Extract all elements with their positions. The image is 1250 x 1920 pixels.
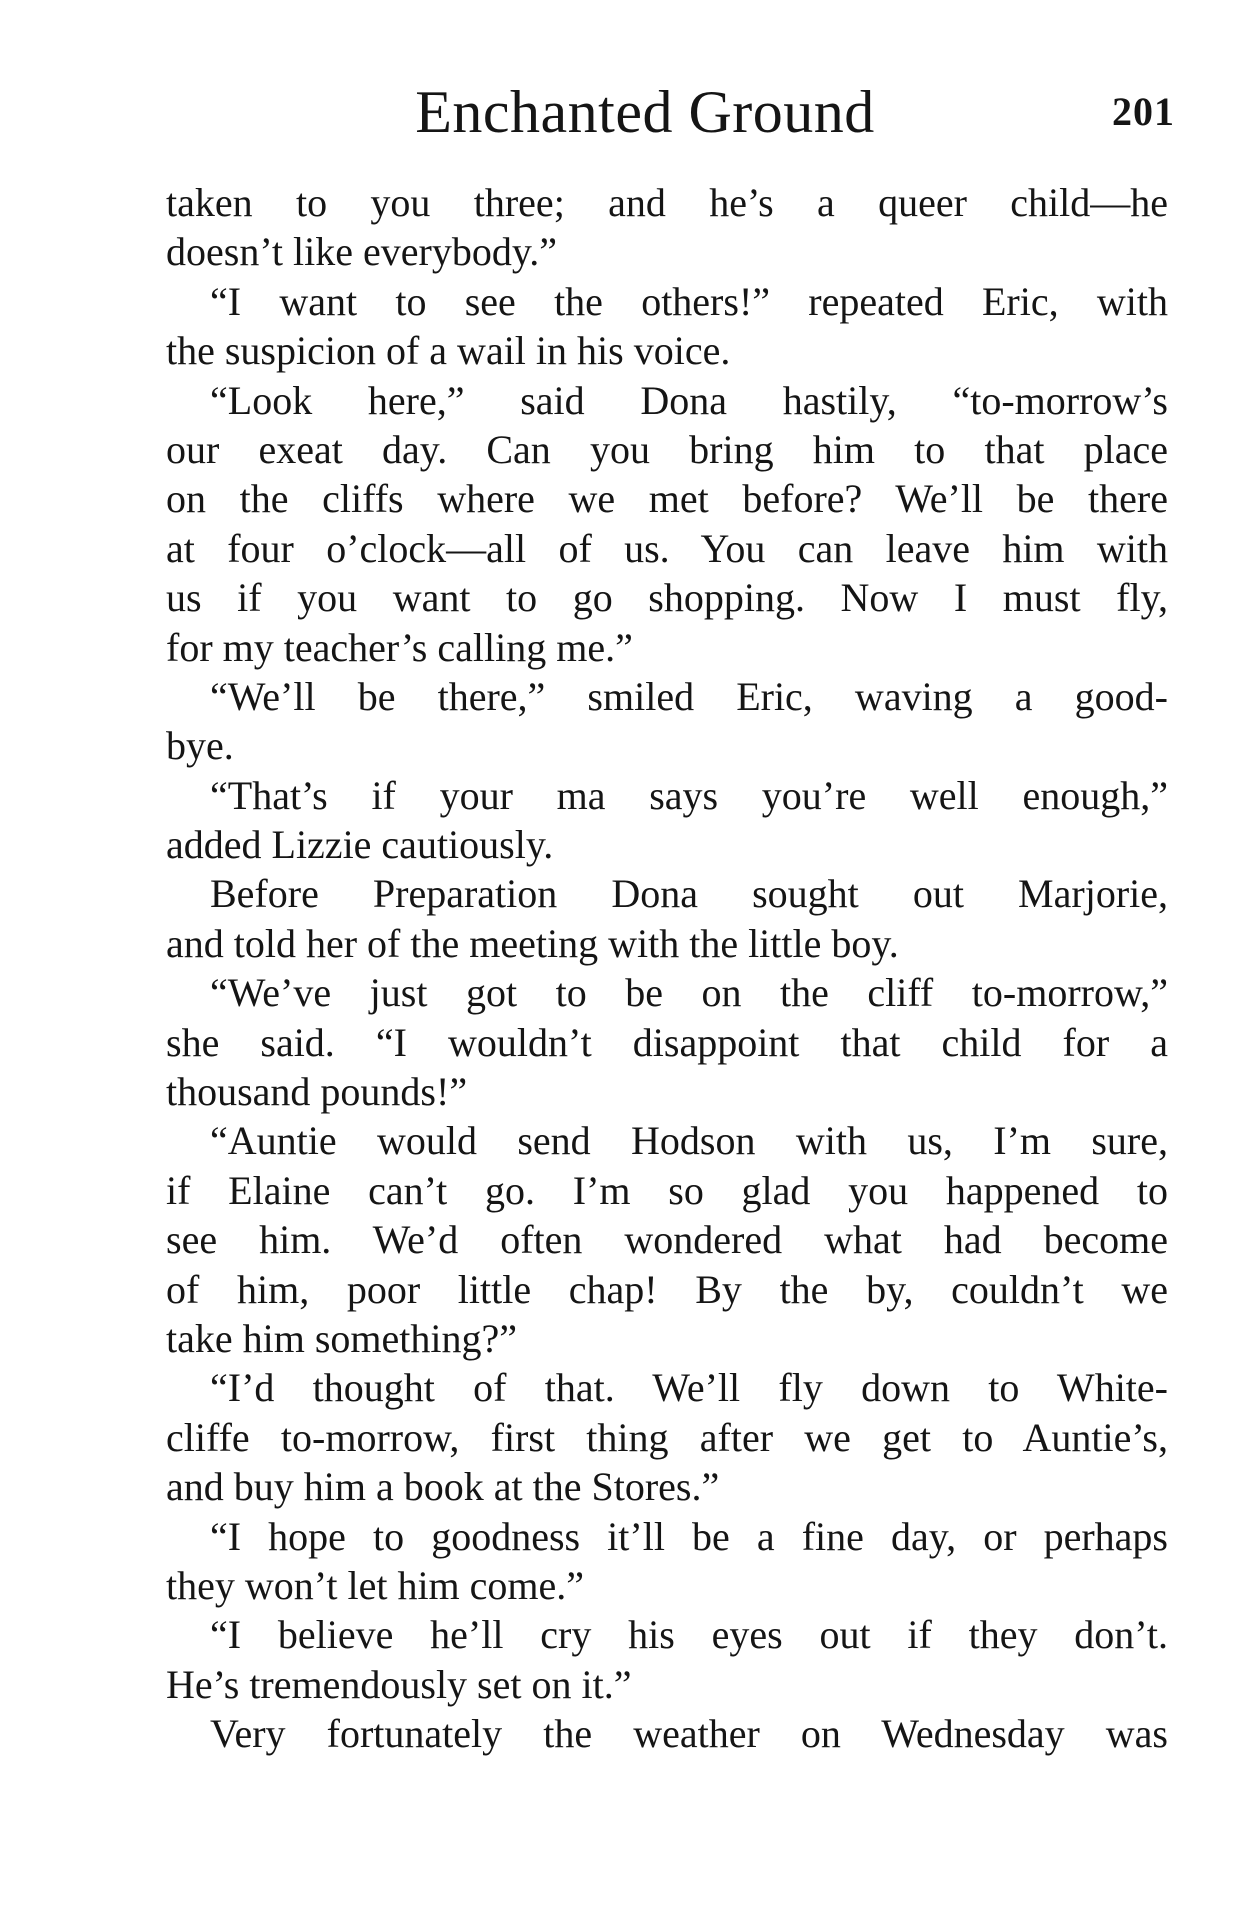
text-line: “We’ll be there,” smiled Eric, waving a good- — [210, 673, 1168, 719]
text-line: “I’d thought of that. We’ll fly down to White- — [210, 1365, 1168, 1411]
text-line: on the cliffs where we met before? We’ll be there — [166, 476, 1168, 522]
text-line: the suspicion of a wail in his voice. — [166, 328, 731, 374]
text-line: and told her of the meeting with the little boy. — [166, 920, 899, 966]
text-line: she said. “I wouldn’t disappoint that child for a — [166, 1019, 1168, 1065]
text-line: at four o’clock—all of us. You can leave him with — [166, 525, 1168, 571]
text-line: “We’ve just got to be on the cliff to-morrow,” — [210, 970, 1168, 1016]
text-line: “I believe he’ll cry his eyes out if they don’t. — [210, 1612, 1168, 1658]
text-line: take him something?” — [166, 1315, 518, 1361]
running-title: Enchanted Ground — [415, 79, 875, 145]
text-line: “That’s if your ma says you’re well enough,” — [210, 772, 1168, 818]
text-line: for my teacher’s calling me.” — [166, 624, 633, 670]
text-line: “Look here,” said Dona hastily, “to-morrow’s — [210, 377, 1168, 423]
text-line: “Auntie would send Hodson with us, I’m sure, — [210, 1118, 1168, 1164]
text-line: of him, poor little chap! By the by, couldn’t we — [166, 1266, 1168, 1312]
text-line: they won’t let him come.” — [166, 1562, 585, 1608]
text-line: if Elaine can’t go. I’m so glad you happened to — [166, 1167, 1168, 1213]
text-line: He’s tremendously set on it.” — [166, 1661, 632, 1707]
text-line: taken to you three; and he’s a queer child—he — [166, 180, 1168, 225]
text-line: thousand pounds!” — [166, 1069, 468, 1115]
running-head — [0, 72, 1250, 152]
text-line: bye. — [166, 723, 234, 769]
text-line: our exeat day. Can you bring him to that place — [166, 426, 1168, 472]
text-line: cliffe to-morrow, first thing after we get to Auntie’s, — [166, 1414, 1168, 1460]
body-text — [166, 178, 1168, 1759]
text-line: Before Preparation Dona sought out Marjorie, — [210, 871, 1168, 917]
page-number: 201 — [1112, 89, 1175, 134]
text-line: “I want to see the others!” repeated Eric, with — [210, 278, 1168, 324]
text-line: doesn’t like everybody.” — [166, 229, 557, 275]
text-line: “I hope to goodness it’ll be a fine day, or perhaps — [210, 1513, 1168, 1559]
text-line: Very fortunately the weather on Wednesday was — [210, 1711, 1168, 1757]
text-line: see him. We’d often wondered what had become — [166, 1217, 1168, 1263]
text-line: added Lizzie cautiously. — [166, 822, 554, 868]
text-line: us if you want to go shopping. Now I must fly, — [166, 575, 1168, 621]
text-line: and buy him a book at the Stores.” — [166, 1464, 720, 1510]
